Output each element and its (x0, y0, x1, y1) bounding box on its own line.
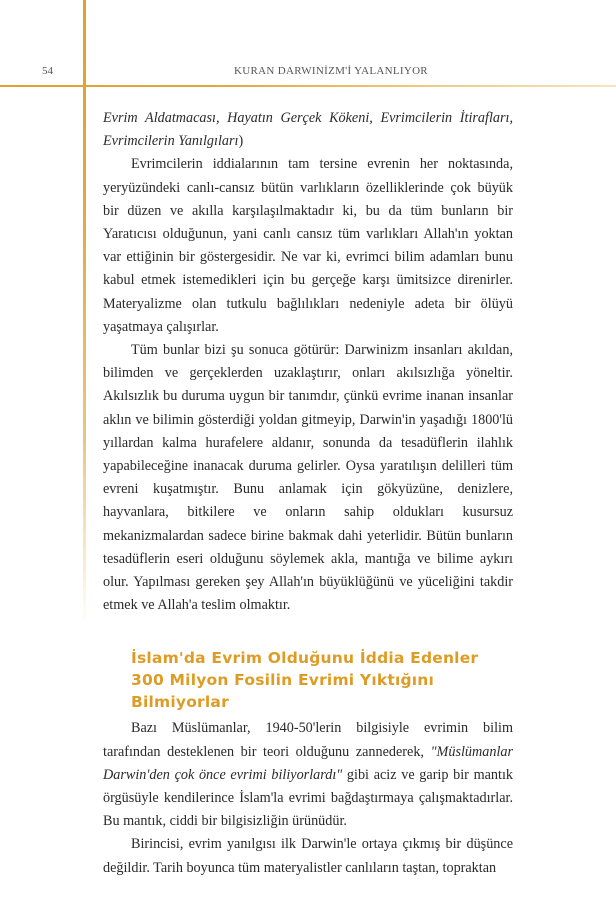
page-body (103, 107, 513, 880)
section-heading: İslam'da Evrim Olduğunu İddia Edenler 300 Milyon Fosilin Evrimi Yıktığını Bilmiyorlar (131, 649, 479, 712)
intro-reference (103, 107, 513, 153)
intro-italic: Evrim Aldatmacası, Hayatın Gerçek Kökeni, Evrimcilerin İtirafları, Evrimcilerin Yanılgıları (103, 110, 513, 150)
header-rule-horizontal (0, 85, 616, 87)
paragraph (103, 717, 513, 833)
running-title: KURAN DARWINİZM'İ YALANLIYOR (234, 65, 428, 77)
paragraph: Evrimcilerin iddialarının tam tersine evrenin her noktasında, yeryüzündeki canlı-cansız bütün varlıkların özelliklerinde çok büyük bir düzen ve akılla karşılaşılmaktadır ki, bu da tüm bunların bir Yaratıcısı olduğunun, yani canlı cansız tüm varlıkları Allah'ın yoktan var ettiğinin bir göstergesidir. Ne var ki, evrimci bilim adamları bunu kabul etmek istemedikleri için bu gerçeğe karşı ümitsizce direnirler. Materyalizme olan tutkulu bağlılıkları nedeniyle adeta bir ölüyü yaşatmaya çalışırlar. (103, 156, 513, 335)
paragraph: Tüm bunlar bizi şu sonuca götürür: Darwinizm insanları akıldan, bilimden ve gerçeklerden uzaklaştırır, onları akılsızlığa yöneltir. Akılsızlık bu duruma uygun bir tanımdır, çünkü evrime inanan insanlar aklın ve bilimin gösterdiği yoldan gitmeyip, Darwin'in yaşadığı 1800'lü yıllardan kalma hurafelere aldanır, sonunda da tesadüflerin ilahlık yapabileceğine inanacak duruma gelirler. Oysa yaratılışın delilleri tüm evreni kuşatmıştır. Bunu anlamak için gökyüzüne, denizlere, hayvanlara, bitkilere ve onların sahip oldukları kusursuz mekanizmalardan sadece birine bakmak dahi yeterlidir. Bütün bunların tesadüflerin eseri olduğunu söylemek akla, mantığa ve bilime aykırı olur. Yapılması gereken şey Allah'ın büyüklüğünü ve yüceliğini takdir etmek ve Allah'a teslim olmaktır. (103, 342, 513, 614)
page-number: 54 (42, 65, 53, 77)
margin-rule-vertical (83, 0, 86, 625)
paragraph: Birincisi, evrim yanılgısı ilk Darwin'le ortaya çıkmış bir düşünce değildir. Tarih boyunca tüm materyalistler canlıların taştan, topraktan (103, 836, 513, 876)
intro-close: ) (238, 133, 244, 150)
quote-italic: "Müslümanlar Darwin'den çok önce evrimi biliyorlardı" (103, 743, 513, 783)
paragraph-text: gibi aciz ve garip bir mantık örgüsüyle kendilerince İslam'la evrimi bağdaştırmaya çalışmaktadırlar. Bu mantık, ciddi bir bilgisizliğin ürünüdür. (103, 766, 514, 830)
paragraph-text: Bazı Müslümanlar, 1940-50'lerin bilgisiyle evrimin bilim tarafından desteklenen bir teori olduğunu zannederek, (103, 720, 513, 760)
spacer (103, 617, 513, 633)
